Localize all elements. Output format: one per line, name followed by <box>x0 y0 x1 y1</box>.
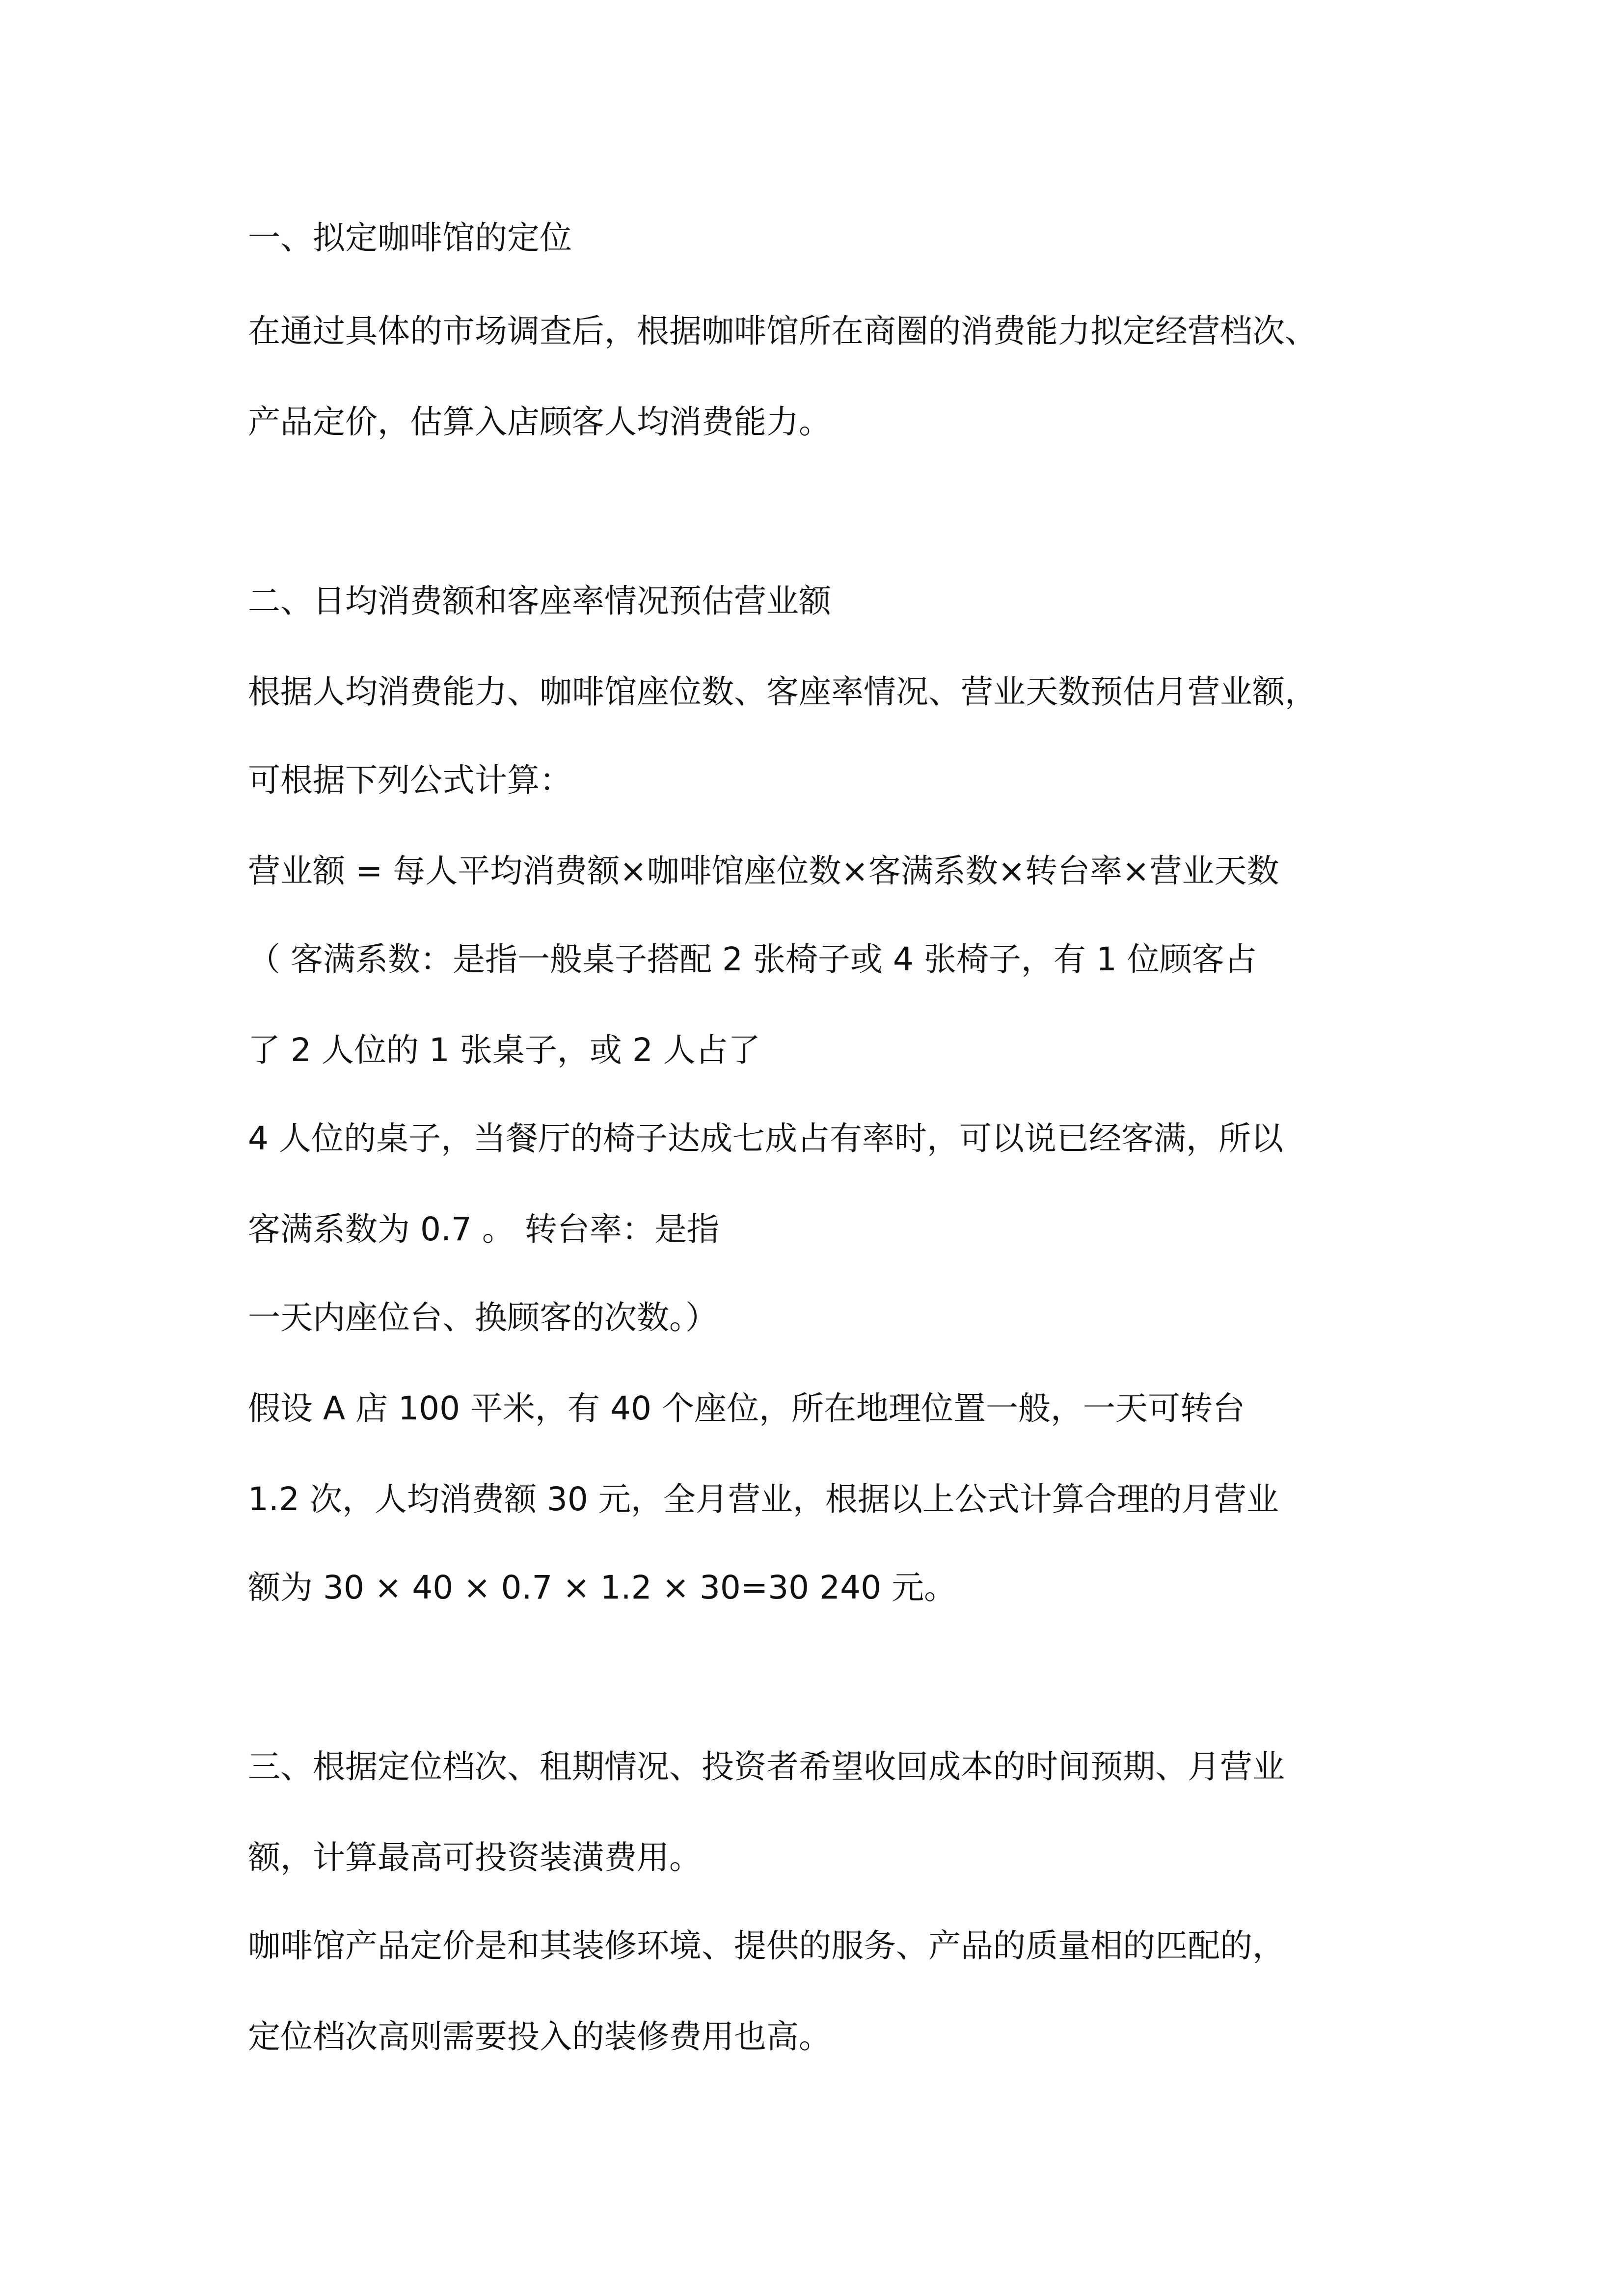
paragraph-line: 假设 A 店 100 平米，有 40 个座位，所在地理位置一般，一天可转台 <box>248 1389 1245 1427</box>
formula-line: 营业额 = 每人平均消费额×咖啡馆座位数×客满系数×转台率×营业天数 <box>248 852 1279 890</box>
paragraph-line: 客满系数为 0.7 。 转台率：是指 <box>248 1210 719 1248</box>
paragraph-line: 了 2 人位的 1 张桌子，或 2 人占了 <box>248 1031 760 1069</box>
paragraph-line: 定位档次高则需要投入的装修费用也高。 <box>248 2018 831 2056</box>
paragraph-line: （ 客满系数：是指一般桌子搭配 2 张椅子或 4 张椅子，有 1 位顾客占 <box>248 940 1257 978</box>
paragraph-line: 在通过具体的市场调查后，根据咖啡馆所在商圈的消费能力拟定经营档次、 <box>248 312 1317 350</box>
paragraph-line: 1.2 次，人均消费额 30 元，全月营业，根据以上公式计算合理的月营业 <box>248 1480 1279 1518</box>
paragraph-line: 根据人均消费能力、咖啡馆座位数、客座率情况、营业天数预估月营业额， <box>248 673 1317 711</box>
paragraph-line: 产品定价，估算入店顾客人均消费能力。 <box>248 403 831 441</box>
paragraph-line: 4 人位的桌子，当餐厅的椅子达成七成占有率时，可以说已经客满，所以 <box>248 1120 1283 1157</box>
section-1-heading: 一、拟定咖啡馆的定位 <box>248 219 572 257</box>
section-3-heading: 三、根据定位档次、租期情况、投资者希望收回成本的时间预期、月营业 <box>248 1748 1285 1786</box>
paragraph-line: 一天内座位台、换顾客的次数。） <box>248 1299 718 1336</box>
paragraph-line: 可根据下列公式计算： <box>248 761 572 799</box>
section-2-heading: 二、日均消费额和客座率情况预估营业额 <box>248 582 831 620</box>
calculation-line: 额为 30 × 40 × 0.7 × 1.2 × 30=30 240 元。 <box>248 1569 957 1606</box>
paragraph-line: 咖啡馆产品定价是和其装修环境、提供的服务、产品的质量相的匹配的， <box>248 1927 1285 1965</box>
paragraph-line: 额，计算最高可投资装潢费用。 <box>248 1839 702 1876</box>
